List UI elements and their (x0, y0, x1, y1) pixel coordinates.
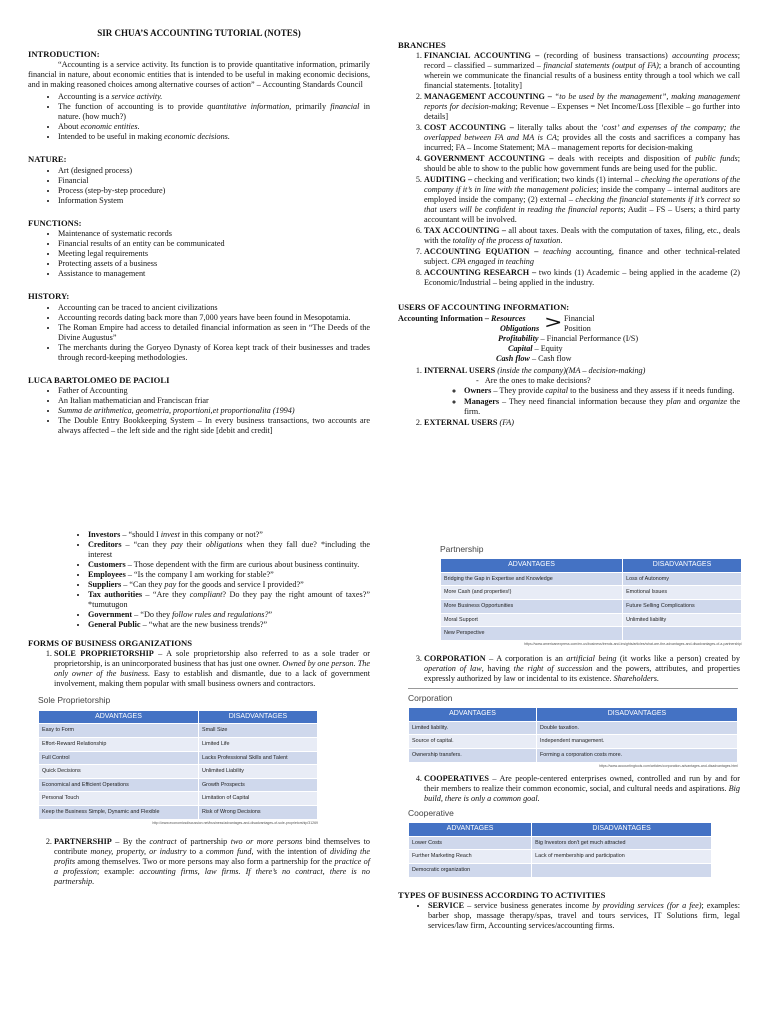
list-item: • The function of accounting is to provide quantitative information, primarily financial in nature. (how much?) (58, 102, 370, 122)
list-item: • The Double Entry Bookkeeping System – In every business transactions, two accounts are always affected – the left side and the right side [debit and credit] (58, 416, 370, 436)
branches-heading: BRANCHES (398, 40, 446, 50)
list-item: 4. GOVERNMENT ACCOUNTING – deals with receipts and disposition of public funds; should be able to show to the public how government funds are being used for the public. (424, 154, 740, 174)
list-item: 1. SOLE PROPRIETORSHIP – A sole proprietorship also referred to as a sole trader or proprietorship, is an unincorporated business that has just one owner. Owned by one person. The only owner of the business. Easy to establish and dismantle, due to a lack of government involvement, making them popular with small business owners and contractors. (54, 649, 370, 689)
table-title: Sole Proprietorship (38, 695, 111, 706)
intro-list (28, 92, 370, 142)
list-item: • Suppliers – “Can they pay for the goods and service I provided?” (88, 580, 370, 590)
table-row: Further Marketing Reach Lack of membership and participation (409, 850, 712, 864)
table-title: Corporation (408, 693, 453, 703)
table-row: Moral Support Unlimited liability (441, 613, 742, 627)
list-item: 8. ACCOUNTING RESEARCH – two kinds (1) Academic – being applied in the academe (2) Economic/Industrial – being applied in the industry. (424, 268, 740, 288)
internal-users-list (424, 386, 740, 417)
types-list (398, 901, 740, 931)
list-item: • Tax authorities – “Are they compliant? Do they pay the right amount of taxes?” *tumutugon (88, 590, 370, 610)
table-title: Partnership (440, 544, 484, 554)
forms-list-d (398, 774, 740, 804)
types-heading: TYPES OF BUSINESS ACCORDING TO ACTIVITIES (398, 889, 606, 900)
sole-proprietorship-table (38, 710, 318, 820)
list-item: • About economic entities. (58, 122, 370, 132)
list-item: • Assistance to management (58, 269, 370, 279)
corporation-table-figure (408, 688, 738, 768)
table-row: Ownership transfers. Forming a corporation costs more. (409, 749, 738, 763)
pacioli-list (28, 386, 370, 436)
list-item: 1. FINANCIAL ACCOUNTING – (recording of business transactions) accounting process; record – classified – summarized – financial statements (output of FA); a branch of accounting wherein we communicate the financial results of a business entity through a tool which we call financial statements. [totality] (424, 51, 740, 91)
accounting-info-diagram: Accounting Information – Resources Obligations > Financial Position Profitability – Financial Performance (I/S) Capital – Equity Cash flow – Cash flow (398, 312, 639, 363)
column-header: ADVANTAGES (409, 823, 532, 837)
list-item: • Accounting records dating back more than 7,000 years have been found in Mesopotamia. (58, 313, 370, 323)
nature-heading: NATURE: (28, 154, 67, 165)
list-item: • Art (designed process) (58, 166, 370, 176)
list-item: 2. EXTERNAL USERS (FA) (424, 418, 740, 428)
table-row: More Cash (and properties!) Emotional Issues (441, 586, 742, 600)
divider (408, 688, 738, 689)
left-column-top (28, 28, 370, 436)
table-row: Lower Costs Big Investors don't get much attracted (409, 836, 712, 850)
list-item: • Accounting can be traced to ancient civilizations (58, 303, 370, 313)
functions-list (28, 229, 370, 279)
intro-heading: INTRODUCTION: (28, 48, 100, 59)
ai-obligations: Obligations (500, 323, 540, 333)
column-header: ADVANTAGES (409, 708, 537, 722)
table-source: https://www.americanexpress.com/en-us/business/trends-and-insights/articles/what-are-the-advantages-and-disadvantages-of-a-partnership/ (524, 641, 742, 646)
table-row: Effort-Reward Relationship Limited Life (39, 737, 318, 751)
list-item: • Financial (58, 176, 370, 186)
ai-financial: Financial (564, 313, 595, 323)
list-item: • Investors – “should I invest in this company or not?” (88, 530, 370, 540)
list-item: 1. INTERNAL USERS (inside the company)(MA – decision-making) - Are the ones to make decisions? ◦ Owners – They provide capital to the business and they assess if it needs funding. ◦ Managers – They need financial information because they plan and organize the firm. (424, 366, 740, 417)
table-row: Economical and Efficient Operations Growth Prospects (39, 778, 318, 792)
pacioli-heading: LUCA BARTOLOMEO DE PACIOLI (28, 374, 170, 385)
list-item: • Financial results of an entity can be communicated (58, 239, 370, 249)
intro-quote: “Accounting is a service activity. Its function is to provide quantitative information, primarily financial in nature, about economic entities that is intended to be useful in making economic decisions, and in making reasoned choices among alternative courses of action” – Accounting Standards Council (28, 60, 370, 90)
list-item: • Process (step-by-step procedure) (58, 186, 370, 196)
internal-question: - Are the ones to make decisions? (476, 375, 591, 385)
list-item: ◦ Managers – They need financial information because they plan and organize the firm. (464, 397, 740, 417)
list-item: • Information System (58, 196, 370, 206)
list-item: • An Italian mathematician and Franciscan friar (58, 396, 370, 406)
history-heading: HISTORY: (28, 291, 70, 302)
table-source: http://www.economicsdiscussion.net/business/advantages-and-disadvantages-of-sole-proprietorship/31269 (152, 820, 318, 825)
list-item: 6. TAX ACCOUNTING – all about taxes. Deals with the computation of taxes, filing, etc., deals with the totality of the process of taxation. (424, 226, 740, 246)
table-row: Quick Decisions Unlimited Liability (39, 765, 318, 779)
corporation-table (408, 707, 738, 762)
sole-proprietorship-table-figure (38, 695, 318, 824)
list-item: • Creditors – “can they pay their obligations when they fall due? *including the interest (88, 540, 370, 560)
table-row: Full Control Lacks Professional Skills and Talent (39, 751, 318, 765)
right-column-top (398, 40, 740, 429)
list-item: • The Roman Empire had access to detailed financial information as seen in “The Deeds of the Divine Augustus” (58, 323, 370, 343)
list-item: • Protecting assets of a business (58, 259, 370, 269)
list-item: 3. COST ACCOUNTING – literally talks about the ‘cost’ and expenses of the company; the overlapped between FA and MA is CA; provides all the costs and sacrifices a company has incurred; FA – Income Statement; MA – management reports for decision-making (424, 123, 740, 153)
forms-list-a (28, 649, 370, 689)
column-header: DISADVANTAGES (623, 559, 742, 573)
list-item: • General Public – “what are the new business trends?” (88, 620, 370, 630)
table-row: Limited liability. Double taxation. (409, 721, 738, 735)
list-item: • Employees – “Is the company I am working for stable?” (88, 570, 370, 580)
column-header: ADVANTAGES (39, 710, 199, 724)
ai-resources: Resources (491, 313, 526, 323)
table-row: Bridging the Gap in Expertise and Knowledge Loss of Autonomy (441, 572, 742, 586)
list-item: 4. COOPERATIVES – Are people-centered enterprises owned, controlled and run by and for their members to realize their common economic, social, and cultural needs and aspirations. Big build, there is only a common goal. (424, 774, 740, 804)
table-row: Source of capital. Independent management. (409, 735, 738, 749)
column-header: DISADVANTAGES (532, 823, 712, 837)
list-item: 5. AUDITING – checking and verification; two kinds (1) internal – checking the operations of the company if it’s in line with the management policies; inside the company – internal auditors are employed inside the company; (2) external – checking the financial statements if it’s correct so that users will be confident in reading the financial reports; Audit – FS – Users; a third party accountant will be involved. (424, 175, 740, 225)
table-row: Keep the Business Simple, Dynamic and Flexible Risk of Wrong Decisions (39, 805, 318, 819)
users-list (398, 366, 740, 428)
table-row: Easy to Form Small Size (39, 724, 318, 738)
table-row: Democratic organization (409, 864, 712, 878)
ai-label: Accounting Information – (398, 313, 492, 323)
table-row: New Perspective (441, 627, 742, 641)
forms-list-c (398, 654, 740, 684)
column-header: DISADVANTAGES (198, 710, 317, 724)
list-item: • Government – “Do they follow rules and regulations?” (88, 610, 370, 620)
list-item: • Father of Accounting (58, 386, 370, 396)
external-users-list (28, 530, 370, 630)
list-item: 2. MANAGEMENT ACCOUNTING – “to be used by the management”, making management reports for decision-making; Revenue – Expenses = Net Income/Loss [flexible – go further into details] (424, 92, 740, 122)
column-header: ADVANTAGES (441, 559, 623, 573)
list-item: 7. ACCOUNTING EQUATION – teaching accounting, finance and other technical-related subject. CPA engaged in teaching (424, 247, 740, 267)
ai-profitability: Profitability (498, 333, 539, 343)
page-title: SIR CHUA’S ACCOUNTING TUTORIAL (NOTES) (97, 28, 301, 38)
list-item: • The merchants during the Goryeo Dynasty of Korea kept track of their businesses and trades through record-keeping methodologies. (58, 343, 370, 363)
table-title: Cooperative (408, 807, 454, 818)
functions-heading: FUNCTIONS: (28, 217, 82, 228)
ai-cashflow: Cash flow (496, 353, 530, 363)
list-item: ◦ Owners – They provide capital to the business and they assess if it needs funding. (464, 386, 740, 396)
cooperative-table-figure (408, 808, 712, 878)
column-header: DISADVANTAGES (536, 708, 737, 722)
forms-list-b (28, 837, 370, 887)
history-list (28, 303, 370, 363)
list-item: • SERVICE – service business generates income by providing services (for a fee); examples: barber shop, massage therapy/spas, travel and tours services, IT Solutions firm, legal services/law firm, Accounting services/accounting firms. (428, 901, 740, 931)
users-heading: USERS OF ACCOUNTING INFORMATION: (398, 302, 570, 313)
ai-position: Position (564, 323, 591, 333)
right-column-bottom (398, 654, 740, 931)
list-item: • Accounting is a service activity. (58, 92, 370, 102)
list-item: • Intended to be useful in making economic decisions. (58, 132, 370, 142)
greater-than-arrow-icon: > (544, 312, 563, 333)
list-item: • Customers – Those dependent with the firm are curious about business continuity. (88, 560, 370, 570)
list-item: • Maintenance of systematic records (58, 229, 370, 239)
list-item: • Meeting legal requirements (58, 249, 370, 259)
partnership-table (440, 558, 742, 641)
table-row: Personal Touch Limitation of Capital (39, 792, 318, 806)
left-column-bottom (28, 530, 370, 888)
list-item: • Summa de arithmetica, geometria, proportioni,et proportionalita (1994) (58, 406, 370, 416)
ai-capital: Capital (508, 343, 533, 353)
partnership-table-figure (440, 540, 742, 646)
list-item: 3. CORPORATION – A corporation is an artificial being (it works like a person) created by operation of law, having the right of succession and the powers, attributes, and properties expressly authorized by law or incidental to its existence. Shareholders. (424, 654, 740, 684)
branches-list (398, 51, 740, 288)
forms-heading: FORMS OF BUSINESS ORGANIZATIONS (28, 638, 193, 648)
cooperative-table (408, 822, 712, 877)
table-source: https://www.accountingtools.com/articles/corporation-advantages-and-disadvantages.html (599, 763, 738, 768)
list-item: 2. PARTNERSHIP – By the contract of partnership two or more persons bind themselves to contribute money, property, or industry to a common fund, with the intention of dividing the profits among themselves. Two or more persons may also form a partnership for the practice of a profession; example: accounting firms, law firms. If there’s no contract, there is no partnership. (54, 837, 370, 887)
nature-list (28, 166, 370, 206)
table-row: More Business Opportunities Future Selling Complications (441, 600, 742, 614)
